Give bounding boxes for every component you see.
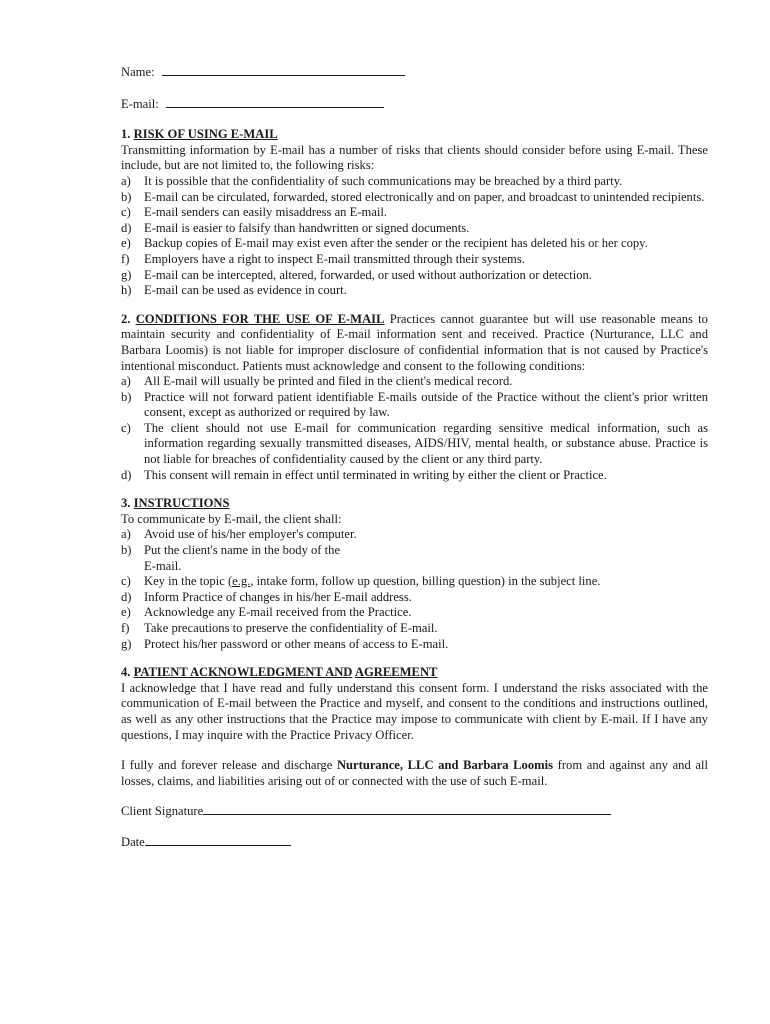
section-acknowledgment — [121, 665, 708, 743]
risk-list — [121, 174, 708, 299]
list-item — [121, 268, 708, 284]
release-text-end: from and against any and all losses, claims, and liabilities arising out of or connected with the use of such E-mail. — [121, 758, 708, 788]
list-item — [121, 574, 708, 590]
list-text: E-mail can be circulated, forwarded, stored electronically and on paper, and broadcast to unintended recipients. — [144, 189, 705, 204]
list-text: Employers have a right to inspect E-mail transmitted through their systems. — [144, 251, 525, 266]
list-text: E-mail can be used as evidence in court. — [144, 283, 347, 298]
list-text: Backup copies of E-mail may exist even after the sender or the recipient has deleted his or her copy. — [144, 236, 648, 251]
section-acknowledgment-heading — [121, 665, 708, 681]
list-marker: f) — [121, 621, 130, 635]
list-marker: f) — [121, 251, 130, 266]
list-marker: d) — [121, 467, 132, 482]
eg-abbrev: e.g. — [232, 574, 251, 589]
list-text: E-mail can be intercepted, altered, forwarded, or used without authorization or detection. — [144, 267, 592, 282]
date-input-line[interactable] — [145, 834, 291, 846]
list-item — [121, 190, 708, 206]
section-instructions-intro: To communicate by E-mail, the client shall: — [121, 511, 342, 526]
client-signature-line[interactable] — [203, 803, 611, 815]
section-instructions — [121, 496, 708, 652]
conditions-list — [121, 374, 708, 483]
list-item — [121, 621, 708, 637]
release-paragraph — [121, 758, 708, 789]
list-item — [121, 637, 708, 653]
section-title: PATIENT ACKNOWLEDGMENT AND — [133, 665, 353, 680]
date-label: Date — [121, 834, 145, 849]
list-marker: d) — [121, 220, 132, 235]
name-input-line[interactable] — [162, 64, 405, 76]
list-marker: a) — [121, 374, 131, 389]
list-text: Inform Practice of changes in his/her E-mail address. — [144, 589, 412, 604]
list-text: The client should not use E-mail for communication regarding sensitive medical information, such as information regarding sexually transmitted diseases, AIDS/HIV, mental health, or substance abuse. Practice is not liable for breaches of confidentiality caused by the client or any third party. — [144, 420, 708, 467]
section-risk — [121, 127, 708, 299]
email-label: E-mail: — [121, 96, 159, 111]
list-text: This consent will remain in effect until terminated in writing by either the client or Practice. — [144, 467, 607, 482]
list-item — [121, 390, 708, 421]
section-title: RISK OF USING E-MAIL — [133, 127, 278, 142]
client-signature-field — [121, 803, 708, 820]
list-item — [121, 252, 708, 268]
email-field — [121, 96, 708, 113]
list-marker: e) — [121, 605, 131, 620]
date-field — [121, 834, 708, 851]
section-risk-intro: Transmitting information by E-mail has a number of risks that clients should consider before using E-mail. These include, but are not limited to, the following risks: — [121, 142, 708, 173]
section-risk-heading — [121, 127, 708, 143]
acknowledgment-body: I acknowledge that I have read and fully understand this consent form. I understand the risks associated with the communication of E-mail between the Practice and myself, and consent to the conditions and instructions outlined, as well as any other instructions that the Practice may impose to communicate with client by E-mail. If I have any questions, I may inquire with the Practice Privacy Officer. — [121, 680, 708, 742]
list-text: Protect his/her password or other means of access to E-mail. — [144, 636, 449, 651]
section-number: 4. — [121, 665, 131, 680]
release-text: I fully and forever release and discharge — [121, 758, 333, 773]
list-marker: g) — [121, 267, 132, 282]
list-text-continued: E-mail. — [144, 558, 182, 573]
list-item — [121, 236, 708, 252]
list-marker: b) — [121, 543, 132, 558]
list-marker: e) — [121, 236, 131, 251]
list-text: Take precautions to preserve the confidentiality of E-mail. — [144, 621, 438, 635]
name-field — [121, 64, 708, 81]
list-item — [121, 590, 708, 606]
list-text: Avoid use of his/her employer's computer. — [144, 527, 357, 542]
instructions-list — [121, 527, 708, 652]
section-instructions-heading — [121, 496, 708, 512]
list-item — [121, 374, 708, 390]
section-conditions-intro — [121, 312, 708, 374]
list-item — [121, 221, 708, 237]
list-item — [121, 468, 708, 484]
list-item — [121, 605, 708, 621]
list-item — [121, 527, 708, 543]
list-marker: b) — [121, 389, 132, 404]
list-marker: c) — [121, 420, 131, 435]
list-marker: h) — [121, 283, 132, 298]
release-party: Nurturance, LLC and Barbara Loomis — [336, 758, 554, 773]
section-title: CONDITIONS FOR THE USE OF E-MAIL — [135, 311, 385, 326]
list-marker: d) — [121, 589, 132, 604]
list-text: E-mail senders can easily misaddress an E-mail. — [144, 205, 388, 220]
list-text: Acknowledge any E-mail received from the Practice. — [144, 605, 412, 620]
list-text: , intake form, follow up question, billing question) in the subject line. — [250, 574, 601, 589]
list-marker: a) — [121, 173, 131, 188]
section-title: INSTRUCTIONS — [133, 496, 230, 511]
list-text: Key in the topic ( — [144, 574, 233, 589]
list-item — [121, 421, 708, 468]
list-text: E-mail is easier to falsify than handwritten or signed documents. — [144, 220, 470, 235]
list-marker: g) — [121, 636, 132, 651]
email-input-line[interactable] — [166, 96, 384, 108]
consent-document — [121, 64, 708, 851]
section-title-continued: AGREEMENT — [354, 665, 438, 680]
list-item — [121, 283, 708, 299]
client-signature-label: Client Signature — [121, 804, 204, 819]
list-marker: b) — [121, 189, 132, 204]
list-item — [121, 543, 708, 574]
list-marker: c) — [121, 574, 131, 589]
list-text: It is possible that the confidentiality of such communications may be breached by a third party. — [144, 173, 623, 188]
section-number: 2. — [121, 311, 131, 326]
list-text: All E-mail will usually be printed and filed in the client's medical record. — [144, 374, 513, 389]
section-number: 1. — [121, 127, 131, 142]
list-text: Put the client's name in the body of the — [144, 543, 341, 558]
list-item — [121, 205, 708, 221]
section-conditions — [121, 312, 708, 484]
list-marker: a) — [121, 527, 131, 542]
name-label: Name: — [121, 65, 155, 79]
section-intro-text: Practices cannot guarantee but will use reasonable means to maintain security and confidentiality of E-mail information sent and received. Practice (Nurturance, LLC and Barbara Loomis) is not liable for improper disclosure of confidential information that is not caused by Practice's intentional misconduct. Patients must acknowledge and consent to the following conditions: — [121, 311, 708, 373]
list-text: Practice will not forward patient identifiable E-mails outside of the Practice without the client's prior written consent, except as authorized or required by law. — [144, 389, 708, 420]
list-item — [121, 174, 708, 190]
section-number: 3. — [121, 496, 131, 511]
list-marker: c) — [121, 205, 131, 220]
